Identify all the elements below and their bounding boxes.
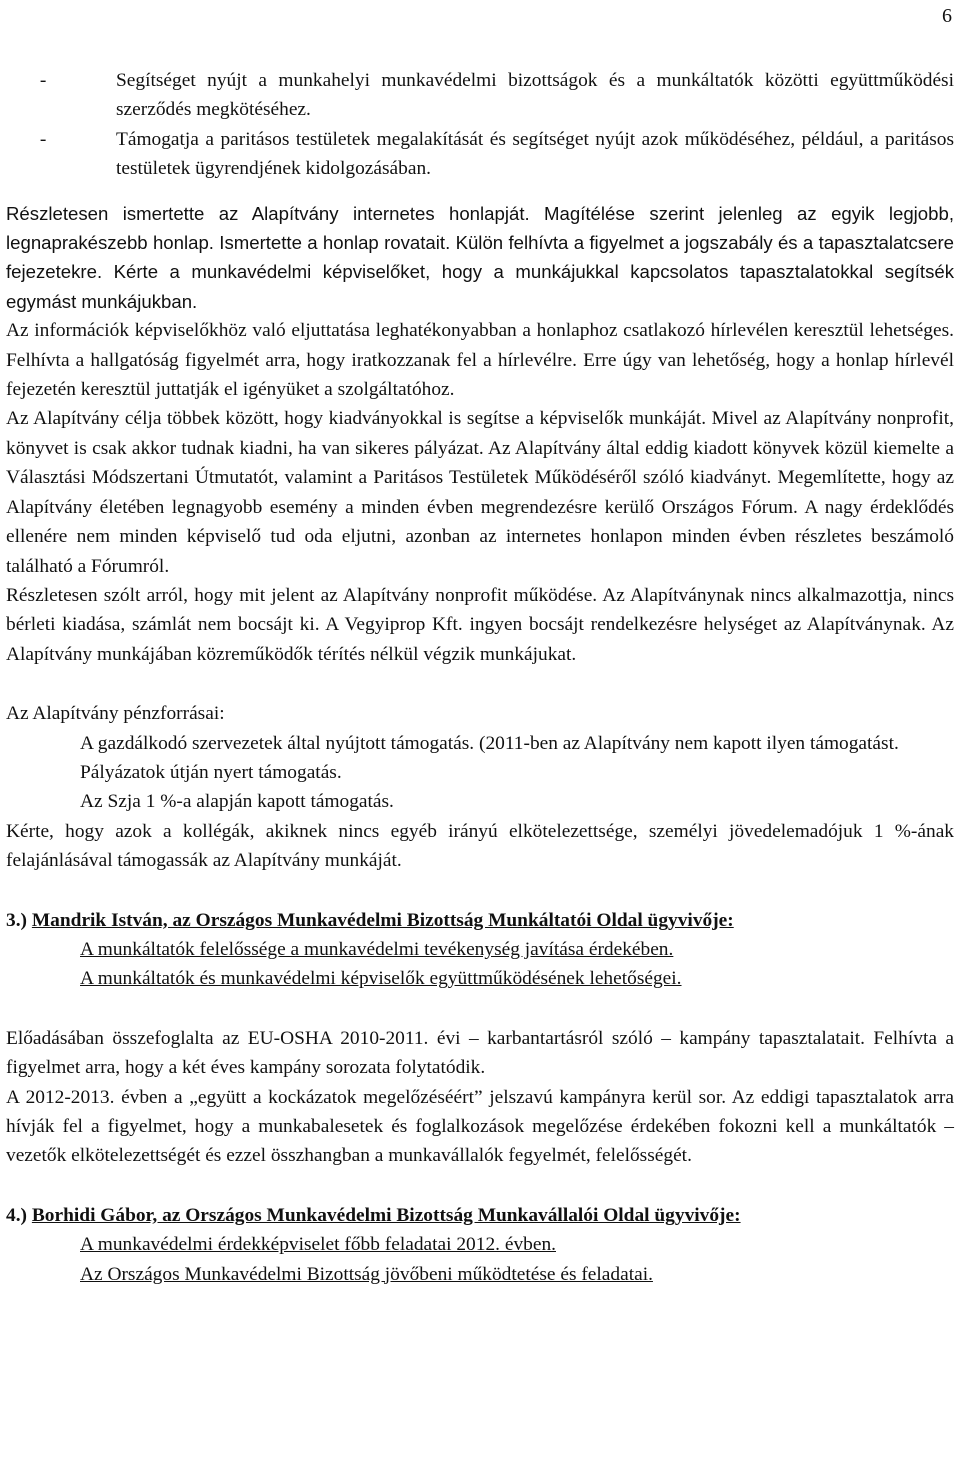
section-subtitle: A munkáltatók felelőssége a munkavédelmi tevékenység javítása érdekében. — [80, 938, 674, 960]
section-subtitle: A munkáltatók és munkavédelmi képviselők együttműködésének lehetőségei. — [80, 968, 682, 990]
list-dash: - — [6, 128, 47, 150]
funding-title: Az Alapítvány pénzforrásai: — [6, 703, 225, 725]
list-dash: - — [6, 70, 47, 91]
section-subtitle: Az Országos Munkavédelmi Bizottság jövőbeni működtetése és feladatai. — [80, 1263, 653, 1285]
page-number: 6 — [942, 5, 952, 27]
section-heading — [6, 1201, 954, 1230]
funding-item: A gazdálkodó szervezetek által nyújtott támogatás. (2011-ben az Alapítvány nem kapott ilyen támogatást. — [80, 732, 899, 754]
paragraph-website: Részletesen ismertette az Alapítvány internetes honlapját. Magítélése szerint jelenleg az egyik legjobb, legnaprakészebb honlap. Ismertette a honlap rovatait. Külön felhívta a figyelmet a jogszabály és a tapasztalatcsere fejezetekre. Kérte a munkavédelmi képviselőket, hogy a munkájukkal kapcsolatos tapasztalatokkal segítsék egymást munkájukban. — [6, 202, 954, 312]
list-item — [6, 125, 954, 184]
section-title: Mandrik István, az Országos Munkavédelmi Bizottság Munkáltatói Oldal ügyvivője: — [31, 909, 734, 931]
list-item — [6, 66, 954, 125]
paragraph-request: Kérte, hogy azok a kollégák, akiknek nincs egyéb irányú elkötelezettsége, személyi jövedelemadójuk 1 %-ának felajánlásával támogassák az Alapítvány munkáját. — [6, 820, 954, 872]
funding-list — [6, 729, 954, 817]
section-number: 4.) — [6, 1204, 28, 1226]
funding-item: Az Szja 1 %-a alapján kapott támogatás. — [80, 791, 394, 813]
list-item-text: Támogatja a paritásos testületek megalakítását és segítséget nyújt azok működéséhez, például, a paritásos testületek ügyrendjének kidolgozásában. — [116, 128, 954, 180]
paragraph-newsletter: Az információk képviselőkhöz való eljuttatása leghatékonyabban a honlaphoz csatlakozó hírlevélen keresztül lehetséges. Felhívta a hallgatóság figyelmét arra, hogy iratkozzanak fel a hírlevélre. Erre úgy van lehetőség, hogy a honlap hírlevél fejezetén keresztül juttatják el igényüket a szolgáltatóhoz. — [6, 320, 954, 401]
list-item-text: Segítséget nyújt a munkahelyi munkavédelmi bizottságok és a munkáltatók közötti együttműködési szerződés megkötéséhez. — [116, 70, 954, 121]
section-subtitle: A munkavédelmi érdekképviselet főbb feladatai 2012. évben. — [80, 1234, 556, 1256]
section-number: 3.) — [6, 909, 28, 931]
section-title: Borhidi Gábor, az Országos Munkavédelmi Bizottság Munkavállalói Oldal ügyvivője: — [31, 1204, 741, 1226]
paragraph-eu-osha: Előadásában összefoglalta az EU-OSHA 2010-2011. évi – karbantartásról szóló – kampány tapasztalatait. Felhívta a figyelmet arra, hogy a két éves kampány sorozata folytatódik. — [6, 1027, 954, 1079]
section-subtitles — [6, 1230, 954, 1289]
paragraph-publications: Az Alapítvány célja többek között, hogy kiadványokkal is segítse a képviselők munkáját. Mivel az Alapítvány nonprofit, könyvet is csak akkor tudnak kiadni, ha van sikeres pályázat. Az Alapítvány által eddig kiadott könyvek közül kiemelte a Választási Módszertani Útmutatót, valamint a Paritásos Testületek Működéséről szóló kiadványt. Megemlítette, hogy az Alapítvány életében legnagyobb esemény a minden évben megrendezésre kerülő Országos Fórum. A nagy érdeklődés ellenére nem minden képviselő tud oda eljutni, azonban az internetes honlapon minden évben részletes beszámoló található a Fórumról. — [6, 408, 954, 577]
section-heading — [6, 906, 954, 935]
paragraph-nonprofit: Részletesen szólt arról, hogy mit jelent az Alapítvány nonprofit működése. Az Alapítványnak nincs alkalmazottja, nincs bérleti kiadása, számlát nem bocsájt ki. A Vegyiprop Kft. ingyen bocsájt rendelkezésre helységet az Alapítványnak. Az Alapítvány munkájában közreműködők térítés nélkül végzik munkájukat. — [6, 584, 954, 665]
document-body — [6, 66, 954, 1289]
funding-item: Pályázatok útján nyert támogatás. — [80, 761, 342, 783]
paragraph-campaign: A 2012-2013. évben a „együtt a kockázatok megelőzéséért” jelszavú kampányra kerül sor. Az eddigi tapasztalatok arra hívják fel a figyelmet, hogy a munkabalesetek és foglalkozások megelőzése érdekében fokozni kell a munkáltatók – vezetők elkötelezettségét és ezzel összhangban a munkavállalók fegyelmét, felelősségét. — [6, 1086, 954, 1167]
section-subtitles — [6, 935, 954, 994]
